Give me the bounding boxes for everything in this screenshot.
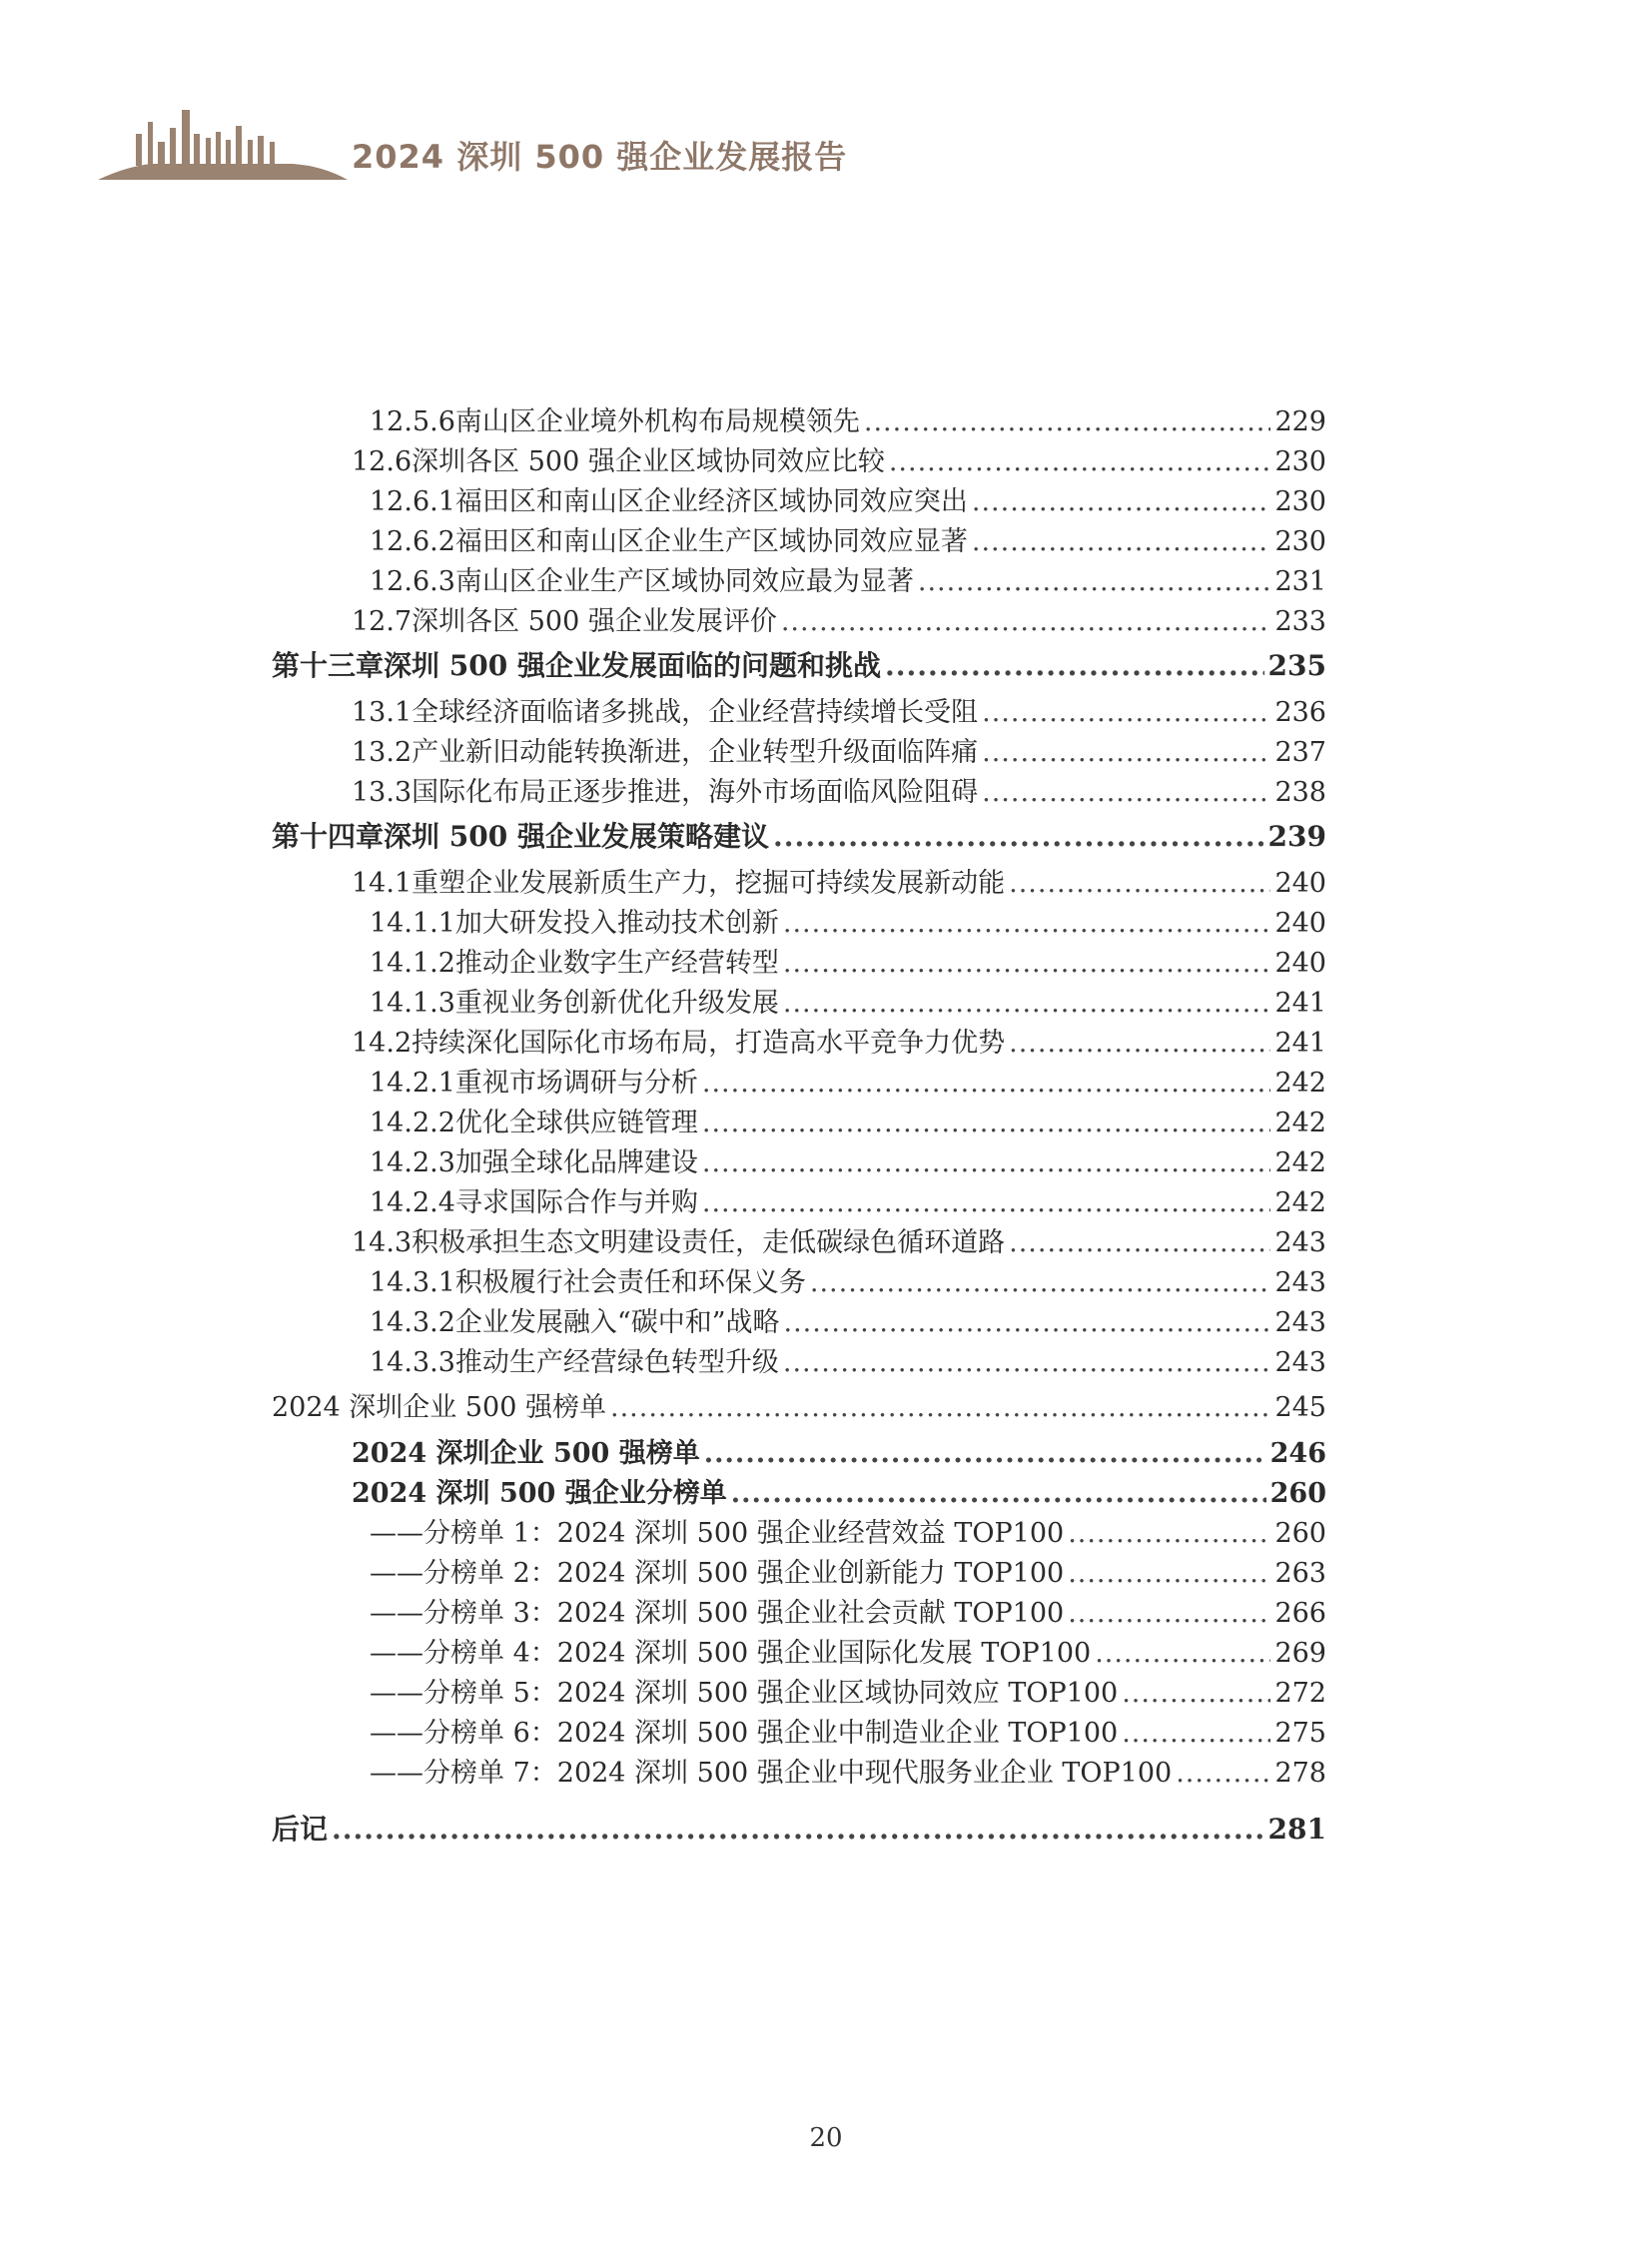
toc-section-entry[interactable] <box>272 1388 1326 1428</box>
dot-leader <box>783 904 1271 944</box>
dot-leader <box>702 1104 1271 1143</box>
toc-entry-page: 240 <box>1274 948 1326 979</box>
toc-entry-title: ——分榜单 2：2024 深圳 500 强企业创新能力 TOP100 <box>370 1558 1065 1589</box>
toc-entry-title: ——分榜单 3：2024 深圳 500 强企业社会贡献 TOP100 <box>370 1598 1065 1629</box>
dot-leader <box>702 1064 1271 1104</box>
toc-entry-title: 企业发展融入“碳中和”战略 <box>454 1307 780 1338</box>
toc-entry-number: 14.1 <box>352 868 413 899</box>
toc-entry-title: ——分榜单 7：2024 深圳 500 强企业中现代服务业企业 TOP100 <box>370 1758 1173 1789</box>
toc-entry-title: 2024 深圳企业 500 强榜单 <box>272 1392 606 1423</box>
dot-leader <box>1068 1594 1270 1634</box>
dot-leader <box>810 1263 1271 1303</box>
dot-leader <box>889 442 1271 482</box>
toc-entry-page: 230 <box>1274 486 1326 517</box>
dot-leader <box>1122 1674 1270 1714</box>
toc-entry-title: 全球经济面临诸多挑战，企业经营持续增长受阻 <box>412 697 979 728</box>
toc-entry[interactable] <box>370 1514 1326 1554</box>
toc-entry-page: 281 <box>1267 1813 1326 1846</box>
toc-entry-page: 242 <box>1274 1108 1326 1138</box>
dot-leader <box>704 1434 1266 1474</box>
toc-entry[interactable] <box>352 864 1326 904</box>
toc-entry-title: 南山区企业生产区域协同效应最为显著 <box>454 566 914 597</box>
toc-entry[interactable] <box>370 1754 1326 1794</box>
toc-entry-page: 238 <box>1274 777 1326 808</box>
toc-entry[interactable] <box>352 733 1326 773</box>
toc-entry-page: 242 <box>1274 1147 1326 1178</box>
toc-entry[interactable] <box>370 482 1326 522</box>
toc-entry-number: 12.6.2 <box>370 526 455 557</box>
city-skyline-logo <box>98 104 348 184</box>
toc-entry[interactable] <box>352 1223 1326 1263</box>
toc-entry-number: 14.2.1 <box>370 1068 455 1099</box>
dot-leader <box>982 733 1270 773</box>
dot-leader <box>781 602 1271 642</box>
toc-entry-title: 重视业务创新优化升级发展 <box>454 988 779 1019</box>
toc-chapter-entry[interactable] <box>272 646 1326 686</box>
dot-leader <box>702 1183 1271 1223</box>
toc-entry-page: 263 <box>1274 1558 1326 1589</box>
toc-entry-page: 272 <box>1274 1678 1326 1709</box>
toc-entry-number: 14.1.1 <box>370 908 455 939</box>
dot-leader <box>783 944 1271 984</box>
dot-leader <box>1068 1554 1270 1594</box>
toc-entry[interactable] <box>370 522 1326 562</box>
toc-entry-title: ——分榜单 1：2024 深圳 500 强企业经营效益 TOP100 <box>370 1518 1065 1549</box>
toc-entry-page: 230 <box>1274 446 1326 477</box>
toc-entry[interactable] <box>352 1434 1326 1474</box>
toc-entry-title: ——分榜单 5：2024 深圳 500 强企业区域协同效应 TOP100 <box>370 1678 1119 1709</box>
toc-entry[interactable] <box>370 904 1326 944</box>
toc-entry-page: 243 <box>1274 1267 1326 1298</box>
toc-entry-page: 242 <box>1274 1187 1326 1218</box>
report-title: 2024 深圳 500 强企业发展报告 <box>352 138 848 176</box>
toc-entry-number: 13.3 <box>352 777 413 808</box>
dot-leader <box>610 1388 1270 1428</box>
toc-entry[interactable] <box>370 1674 1326 1714</box>
toc-entry-page: 240 <box>1274 908 1326 939</box>
toc-entry-number: 第十四章 <box>272 820 385 853</box>
toc-entry-title: 福田区和南山区企业经济区域协同效应突出 <box>454 486 968 517</box>
toc-entry[interactable] <box>370 944 1326 984</box>
toc-entry-title: ——分榜单 6：2024 深圳 500 强企业中制造业企业 TOP100 <box>370 1718 1119 1749</box>
toc-entry[interactable] <box>370 1554 1326 1594</box>
toc-entry[interactable] <box>370 1183 1326 1223</box>
toc-entry-page: 243 <box>1274 1307 1326 1338</box>
dot-leader <box>982 693 1270 733</box>
toc-entry-number: 12.6.1 <box>370 486 455 517</box>
toc-entry[interactable] <box>370 1303 1326 1343</box>
toc-entry-page: 269 <box>1274 1638 1326 1669</box>
toc-entry-page: 246 <box>1269 1438 1326 1469</box>
toc-entry-number: 13.1 <box>352 697 413 728</box>
toc-entry[interactable] <box>370 562 1326 602</box>
toc-entry-page: 241 <box>1274 1028 1326 1059</box>
toc-entry-page: 278 <box>1274 1758 1326 1789</box>
toc-chapter-entry[interactable] <box>272 1810 1326 1850</box>
toc-entry[interactable] <box>352 442 1326 482</box>
toc-entry-title: 2024 深圳 500 强企业分榜单 <box>352 1478 727 1509</box>
toc-entry-title: 深圳各区 500 强企业区域协同效应比较 <box>412 446 885 477</box>
toc-entry[interactable] <box>370 1714 1326 1754</box>
toc-entry[interactable] <box>370 1064 1326 1104</box>
toc-entry-number: 14.3.1 <box>370 1267 455 1298</box>
toc-entry-number: 14.3.2 <box>370 1307 455 1338</box>
toc-entry-page: 235 <box>1267 649 1326 682</box>
toc-entry-number: 14.1.2 <box>370 948 455 979</box>
toc-entry-title: 重视市场调研与分析 <box>454 1068 698 1099</box>
dot-leader <box>1009 1223 1270 1263</box>
dot-leader <box>864 402 1271 442</box>
dot-leader <box>1095 1634 1270 1674</box>
toc-entry[interactable] <box>352 602 1326 642</box>
page-number: 20 <box>809 2123 843 2153</box>
toc-entry-number: 13.2 <box>352 737 413 768</box>
toc-entry-number: 12.5.6 <box>370 406 455 437</box>
toc-entry-title: 福田区和南山区企业生产区域协同效应显著 <box>454 526 968 557</box>
toc-entry-page: 236 <box>1274 697 1326 728</box>
page-header <box>98 104 997 184</box>
toc-entry-page: 243 <box>1274 1227 1326 1258</box>
dot-leader <box>885 646 1264 686</box>
toc-entry-page: 229 <box>1274 406 1326 437</box>
toc-entry-page: 243 <box>1274 1347 1326 1378</box>
toc-entry-number: 14.3 <box>352 1227 413 1258</box>
toc-entry-title: 推动企业数字生产经营转型 <box>454 948 779 979</box>
toc-entry-number: 14.2 <box>352 1028 413 1059</box>
toc-entry-page: 237 <box>1274 737 1326 768</box>
toc-entry[interactable] <box>370 1634 1326 1674</box>
toc-entry[interactable] <box>352 693 1326 733</box>
dot-leader <box>783 1343 1271 1383</box>
toc-entry-page: 242 <box>1274 1068 1326 1099</box>
toc-entry[interactable] <box>352 773 1326 813</box>
toc-entry-page: 241 <box>1274 988 1326 1019</box>
toc-entry-number: 14.2.2 <box>370 1108 455 1138</box>
toc-entry-title: 推动生产经营绿色转型升级 <box>454 1347 779 1378</box>
toc-entry-page: 239 <box>1267 820 1326 853</box>
dot-leader <box>1176 1754 1270 1794</box>
dot-leader <box>918 562 1271 602</box>
toc-entry[interactable] <box>352 1474 1326 1514</box>
dot-leader <box>784 1303 1271 1343</box>
dot-leader <box>972 482 1271 522</box>
toc-entry-number: 12.6.3 <box>370 566 455 597</box>
dot-leader <box>773 817 1264 857</box>
toc-entry-title: 深圳 500 强企业发展策略建议 <box>384 820 769 853</box>
toc-entry-title: 南山区企业境外机构布局规模领先 <box>454 406 860 437</box>
dot-leader <box>1009 1024 1270 1064</box>
dot-leader <box>783 984 1271 1024</box>
dot-leader <box>1009 864 1270 904</box>
toc-entry-page: 233 <box>1274 606 1326 637</box>
toc-entry-title: 产业新旧动能转换渐进，企业转型升级面临阵痛 <box>412 737 979 768</box>
toc-entry-title: 2024 深圳企业 500 强榜单 <box>352 1438 700 1469</box>
toc-entry-title: 深圳各区 500 强企业发展评价 <box>412 606 777 637</box>
toc-entry-title: 重塑企业发展新质生产力，挖掘可持续发展新动能 <box>412 868 1006 899</box>
dot-leader <box>702 1143 1271 1183</box>
toc-entry[interactable] <box>370 1263 1326 1303</box>
toc-entry-page: 245 <box>1274 1392 1326 1423</box>
toc-entry-title: 优化全球供应链管理 <box>454 1108 698 1138</box>
toc-entry-title: 寻求国际合作与并购 <box>454 1187 698 1218</box>
dot-leader <box>1068 1514 1270 1554</box>
toc-entry[interactable] <box>352 1024 1326 1064</box>
dot-leader <box>982 773 1270 813</box>
toc-entry-title: 后记 <box>272 1813 329 1846</box>
toc-entry-number: 12.7 <box>352 606 413 637</box>
toc-entry-number: 14.2.4 <box>370 1187 455 1218</box>
toc-entry-page: 266 <box>1274 1598 1326 1629</box>
toc-entry-page: 275 <box>1274 1718 1326 1749</box>
toc-entry[interactable] <box>370 984 1326 1024</box>
toc-entry-title: ——分榜单 4：2024 深圳 500 强企业国际化发展 TOP100 <box>370 1638 1092 1669</box>
dot-leader <box>1122 1714 1270 1754</box>
toc-entry-number: 第十三章 <box>272 649 385 682</box>
toc-entry-page: 260 <box>1269 1478 1326 1509</box>
toc-entry-title: 加大研发投入推动技术创新 <box>454 908 779 939</box>
toc-entry[interactable] <box>370 1343 1326 1383</box>
toc-entry[interactable] <box>370 1104 1326 1143</box>
toc-entry-title: 积极承担生态文明建设责任，走低碳绿色循环道路 <box>412 1227 1006 1258</box>
toc-entry-number: 14.1.3 <box>370 988 455 1019</box>
toc-chapter-entry[interactable] <box>272 817 1326 857</box>
toc-entry-page: 260 <box>1274 1518 1326 1549</box>
dot-leader <box>731 1474 1266 1514</box>
toc-entry-page: 240 <box>1274 868 1326 899</box>
toc-entry[interactable] <box>370 1143 1326 1183</box>
toc-entry-number: 14.3.3 <box>370 1347 455 1378</box>
toc-entry-title: 加强全球化品牌建设 <box>454 1147 698 1178</box>
toc-entry[interactable] <box>370 1594 1326 1634</box>
toc-entry-title: 深圳 500 强企业发展面临的问题和挑战 <box>384 649 881 682</box>
toc-entry-title: 持续深化国际化市场布局，打造高水平竞争力优势 <box>412 1028 1006 1059</box>
toc-entry-title: 国际化布局正逐步推进，海外市场面临风险阻碍 <box>412 777 979 808</box>
toc-entry-page: 231 <box>1274 566 1326 597</box>
toc-entry[interactable] <box>370 402 1326 442</box>
toc-entry-title: 积极履行社会责任和环保义务 <box>454 1267 806 1298</box>
toc-entry-number: 12.6 <box>352 446 413 477</box>
toc-entry-number: 14.2.3 <box>370 1147 455 1178</box>
toc-entry-page: 230 <box>1274 526 1326 557</box>
dot-leader <box>332 1810 1264 1850</box>
dot-leader <box>972 522 1271 562</box>
